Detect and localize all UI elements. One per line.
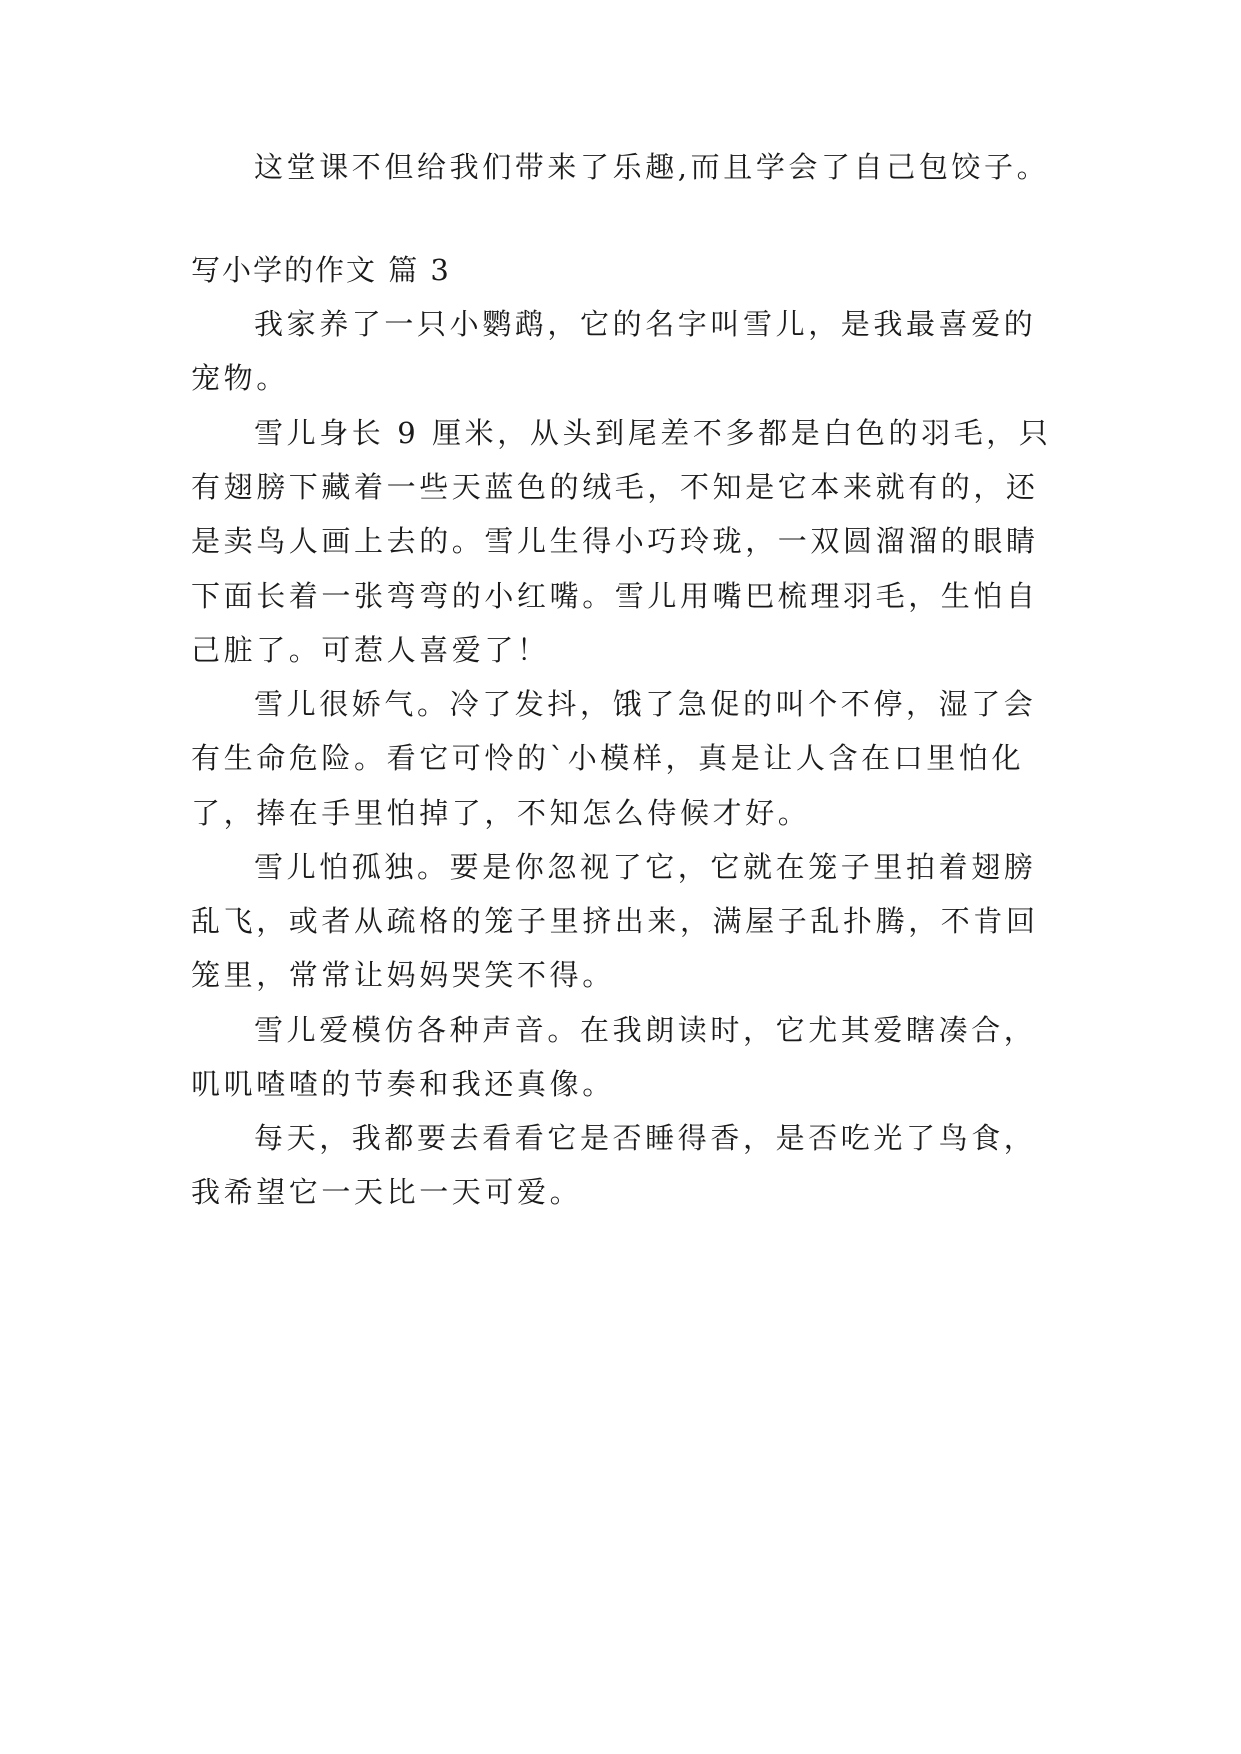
paragraph-line: 我家养了一只小鹦鹉，它的名字叫雪儿，是我最喜爱的 (254, 307, 1037, 341)
paragraph-line: 己脏了。可惹人喜爱了！ (191, 633, 550, 667)
paragraph-line: 我希望它一天比一天可爱。 (191, 1175, 583, 1209)
paragraph-line: 下面长着一张弯弯的小红嘴。雪儿用嘴巴梳理羽毛，生怕自 (191, 579, 1039, 613)
paragraph-line: 每天，我都要去看看它是否睡得香，是否吃光了鸟食， (254, 1121, 1037, 1155)
paragraph-line: 笼里，常常让妈妈哭笑不得。 (191, 958, 615, 992)
paragraph-line: 有生命危险。看它可怜的`小模样，真是让人含在口里怕化 (191, 741, 1025, 775)
paragraph-line: 了，捧在手里怕掉了，不知怎么侍候才好。 (191, 796, 811, 830)
paragraph-line: 雪儿很娇气。冷了发抖，饿了急促的叫个不停，湿了会 (254, 687, 1037, 721)
paragraph-line: 雪儿怕孤独。要是你忽视了它，它就在笼子里拍着翅膀 (254, 850, 1037, 884)
paragraph-line: 这堂课不但给我们带来了乐趣,而且学会了自己包饺子。 (254, 150, 1050, 184)
paragraph-line: 雪儿身长 9 厘米，从头到尾差不多都是白色的羽毛，只 (254, 416, 1052, 450)
paragraph-line: 宠物。 (191, 361, 289, 395)
paragraph-line: 雪儿爱模仿各种声音。在我朗读时，它尤其爱瞎凑合， (254, 1013, 1037, 1047)
section-title: 写小学的作文 篇 3 (191, 253, 451, 287)
paragraph-line: 是卖鸟人画上去的。雪儿生得小巧玲珑，一双圆溜溜的眼睛 (191, 524, 1039, 558)
paragraph-line: 有翅膀下藏着一些天蓝色的绒毛，不知是它本来就有的，还 (191, 470, 1039, 504)
paragraph-line: 叽叽喳喳的节奏和我还真像。 (191, 1067, 615, 1101)
paragraph-line: 乱飞，或者从疏格的笼子里挤出来，满屋子乱扑腾，不肯回 (191, 904, 1039, 938)
